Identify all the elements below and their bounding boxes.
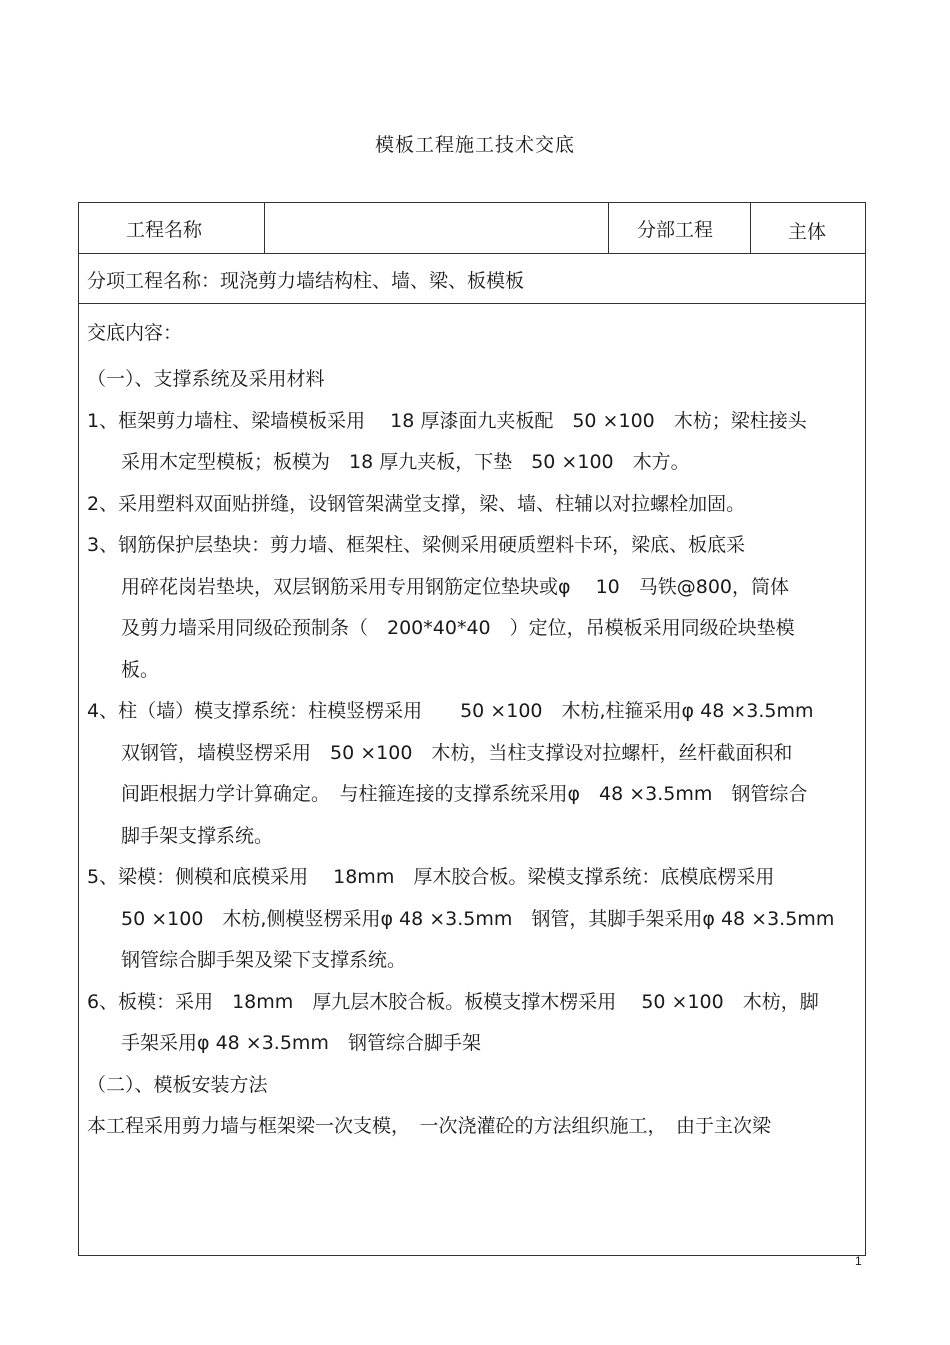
content-line: 1、框架剪力墙柱、梁墙模板采用 18 厚漆面九夹板配 50 ×100 木枋；梁柱接头 [87,409,807,432]
column-divider [750,203,751,253]
content-line: 3、钢筋保护层垫块：剪力墙、框架柱、梁侧采用硬质塑料卡环，梁底、板底采 [87,534,746,556]
content-line: 及剪力墙采用同级砼预制条（ 200*40*40 ）定位，吊模板采用同级砼块垫模 [121,617,795,639]
disclosure-table [78,202,866,1256]
content-line: 板。 [121,658,160,681]
content-line: 钢管综合脚手架及梁下支撑系统。 [121,949,407,971]
row-divider [79,253,865,254]
content-line: 4、柱（墙）模支撑系统：柱模竖楞采用 50 ×100 木枋,柱箍采用φ 48 ×3.5mm [87,700,814,722]
content-line: 6、板模：采用 18mm 厚九层木胶合板。板模支撑木楞采用 50 ×100 木枋，脚 [87,990,819,1013]
content-line: 采用木定型模板；板模为 18 厚九夹板，下垫 50 ×100 木方。 [121,451,690,473]
content-line: 间距根据力学计算确定。 与柱箍连接的支撑系统采用φ 48 ×3.5mm 钢管综合 [121,783,808,805]
project-name-label: 工程名称 [126,219,203,241]
page-number: 1 [855,1254,862,1268]
content-line: 50 ×100 木枋,侧模竖楞采用φ 48 ×3.5mm 钢管，其脚手架采用φ 48 ×3.5mm [121,907,835,930]
content-line: 手架采用φ 48 ×3.5mm 钢管综合脚手架 [121,1032,481,1054]
content-line: 双钢管，墙模竖楞采用 50 ×100 木枋，当柱支撑设对拉螺杆，丝杆截面积和 [121,741,793,764]
disclosure-content [87,359,857,1148]
row-divider [79,303,865,304]
content-line: 脚手架支撑系统。 [121,824,274,847]
subitem-name: 分项工程名称：现浇剪力墙结构柱、墙、梁、板模板 [87,270,525,292]
content-line: 用碎花岗岩垫块，双层钢筋采用专用钢筋定位垫块或φ 10 马铁@800，筒体 [121,575,790,598]
content-line: 5、梁模：侧模和底模采用 18mm 厚木胶合板。梁模支撑系统：底模底楞采用 [87,866,775,888]
content-line: 本工程采用剪力墙与框架梁一次支模， 一次浇灌砼的方法组织施工， 由于主次梁 [87,1115,772,1137]
column-divider [264,203,265,253]
content-line: （二）、模板安装方法 [87,1073,268,1096]
column-divider [608,203,609,253]
content-line: （一）、支撑系统及采用材料 [87,368,325,390]
division-value: 主体 [788,221,827,243]
division-label: 分部工程 [637,219,714,241]
content-line: 2、采用塑料双面贴拼缝，设钢管架满堂支撑，梁、墙、柱辅以对拉螺栓加固。 [87,492,746,515]
content-label: 交底内容： [87,322,183,344]
document-title: 模板工程施工技术交底 [374,134,575,156]
